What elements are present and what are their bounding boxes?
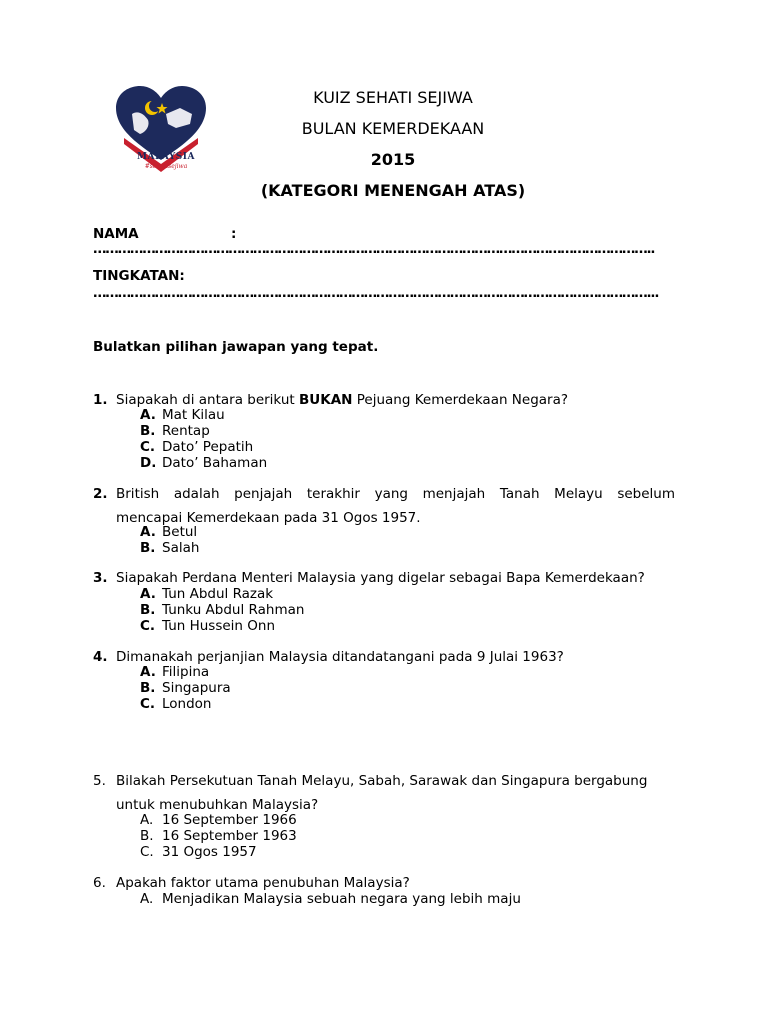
logo-tagline: #sehatisejiwa <box>144 163 188 170</box>
option-text: Tun Hussein Onn <box>162 618 276 634</box>
option-letter: A. <box>140 891 154 907</box>
question-number: 3. <box>93 570 108 586</box>
option-text: Menjadikan Malaysia sebuah negara yang lebih maju <box>162 891 521 907</box>
quiz-category: (KATEGORI MENENGAH ATAS) <box>260 181 526 200</box>
quiz-title: KUIZ SEHATI SEJIWA <box>313 88 473 107</box>
question-text-line2: mencapai Kemerdekaan pada 31 Ogos 1957. <box>116 510 421 526</box>
option-letter: B. <box>140 540 156 556</box>
option-letter: C. <box>140 618 156 634</box>
question-number: 5. <box>93 773 106 789</box>
name-field[interactable]: ……………………………………………………………………………………………………………………….. <box>93 241 655 257</box>
option-letter: A. <box>140 586 156 602</box>
option-text: Filipina <box>162 664 210 680</box>
question-text-line1: British adalah penjajah terakhir yang menjajah Tanah Melayu sebelum <box>116 486 675 502</box>
name-label: NAMA <box>93 226 139 242</box>
option-letter: C. <box>140 696 156 712</box>
question-text <box>116 392 675 408</box>
logo-text: MALAYSIA <box>137 152 195 162</box>
option-letter: B. <box>140 423 156 439</box>
option-text: Tun Abdul Razak <box>162 586 274 602</box>
quiz-year: 2015 <box>370 150 416 169</box>
option-text: Singapura <box>162 680 231 696</box>
name-colon: : <box>231 226 237 242</box>
question-number: 4. <box>93 649 108 665</box>
quiz-subtitle: BULAN KEMERDEKAAN <box>301 119 485 138</box>
option-text: Mat Kilau <box>162 407 225 423</box>
option-letter: B. <box>140 602 156 618</box>
option-letter: B. <box>140 828 154 844</box>
option-text: Tunku Abdul Rahman <box>162 602 305 618</box>
option-text: Rentap <box>162 423 210 439</box>
question-number: 6. <box>93 875 106 891</box>
class-label: TINGKATAN: <box>93 268 185 284</box>
question-emphasis: BUKAN <box>298 392 353 408</box>
option-letter: C. <box>140 439 156 455</box>
option-text: 16 September 1963 <box>162 828 297 844</box>
question-text-line1: Bilakah Persekutuan Tanah Melayu, Sabah, Sarawak dan Singapura bergabung <box>116 773 648 789</box>
question-text-part: Siapakah di antara berikut <box>116 392 299 408</box>
question-text: Siapakah Perdana Menteri Malaysia yang digelar sebagai Bapa Kemerdekaan? <box>116 570 645 586</box>
class-field[interactable]: ………………………………………………………………………………………………………………………... <box>93 285 659 301</box>
option-letter: A. <box>140 812 154 828</box>
option-letter: B. <box>140 680 156 696</box>
question-text-line2: untuk menubuhkan Malaysia? <box>116 797 319 813</box>
option-letter: A. <box>140 407 156 423</box>
question-number: 2. <box>93 486 108 502</box>
question-text: Apakah faktor utama penubuhan Malaysia? <box>116 875 410 891</box>
question-number: 1. <box>93 392 108 408</box>
option-text: Betul <box>162 524 198 540</box>
question-text-part: Pejuang Kemerdekaan Negara? <box>352 392 569 408</box>
question-text: Dimanakah perjanjian Malaysia ditandatangani pada 9 Julai 1963? <box>116 649 564 665</box>
option-letter: D. <box>140 455 157 471</box>
option-text: Salah <box>162 540 200 556</box>
option-text: 16 September 1966 <box>162 812 297 828</box>
option-letter: C. <box>140 844 154 860</box>
option-letter: A. <box>140 524 156 540</box>
option-letter: A. <box>140 664 156 680</box>
instruction: Bulatkan pilihan jawapan yang tepat. <box>93 339 379 355</box>
option-text: 31 Ogos 1957 <box>162 844 257 860</box>
option-text: London <box>162 696 212 712</box>
option-text: Dato’ Pepatih <box>162 439 254 455</box>
option-text: Dato’ Bahaman <box>162 455 268 471</box>
